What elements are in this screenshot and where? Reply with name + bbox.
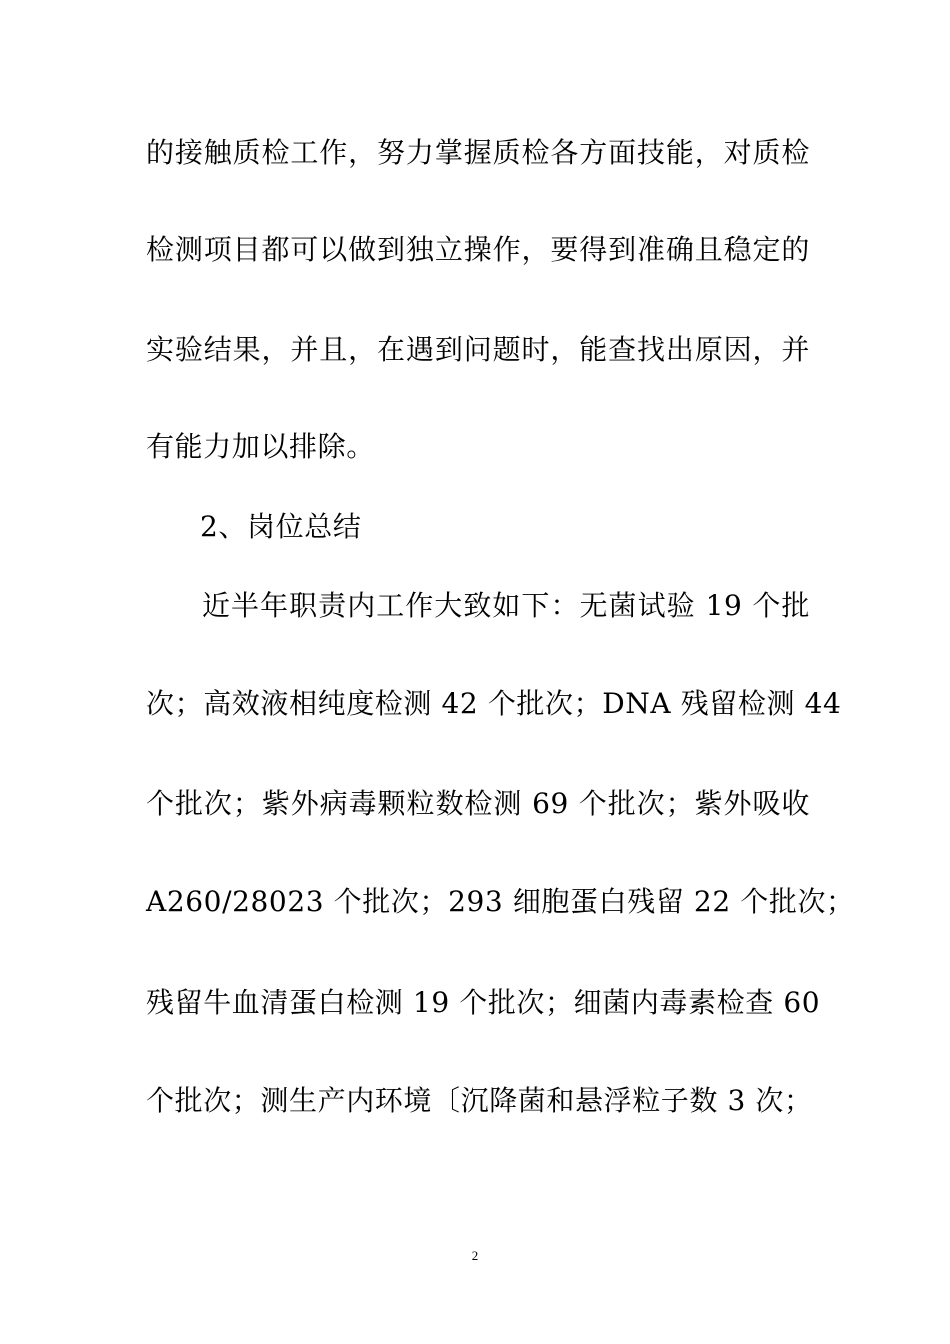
body-text-line-7: 个批次；紫外病毒颗粒数检测 69 个批次；紫外吸收 [146, 787, 810, 820]
body-text-line-2: 检测项目都可以做到独立操作，要得到准确且稳定的 [146, 233, 810, 266]
section-heading: 2、岗位总结 [200, 510, 362, 543]
page-number: 2 [471, 1248, 479, 1263]
body-text-line-9: 残留牛血清蛋白检测 19 个批次；细菌内毒素检查 60 [146, 986, 821, 1019]
body-text-line-5: 近半年职责内工作大致如下：无菌试验 19 个批 [202, 589, 810, 622]
body-text-line-8: A260/28023 个批次；293 细胞蛋白残留 22 个批次； [146, 885, 855, 918]
body-text-line-10: 个批次；测生产内环境〔沉降菌和悬浮粒子数 3 次； [146, 1084, 813, 1117]
body-text-line-4: 有能力加以排除。 [146, 430, 375, 463]
body-text-line-3: 实验结果，并且，在遇到问题时，能查找出原因，并 [146, 333, 810, 366]
body-text-line-6: 次；高效液相纯度检测 42 个批次；DNA 残留检测 44 [146, 687, 842, 720]
body-text-line-1: 的接触质检工作，努力掌握质检各方面技能，对质检 [146, 136, 810, 169]
